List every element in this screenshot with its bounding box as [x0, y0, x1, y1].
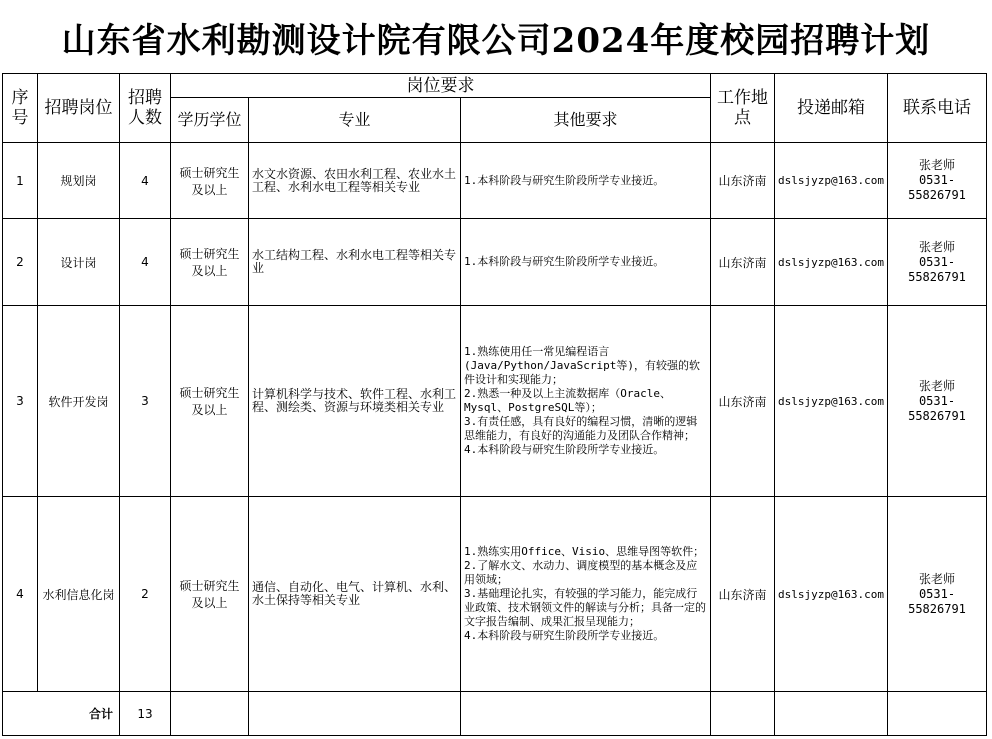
cell-education: 硕士研究生及以上 — [171, 143, 249, 219]
cell-count: 2 — [120, 497, 171, 692]
cell-education: 硕士研究生及以上 — [171, 219, 249, 306]
contact-phone: 0531-55826791 — [908, 586, 966, 616]
header-location: 工作地点 — [711, 74, 775, 143]
cell-position: 水利信息化岗 — [38, 497, 120, 692]
contact-phone: 0531-55826791 — [908, 393, 966, 423]
table-row — [3, 143, 987, 219]
empty-cell — [249, 692, 461, 736]
cell-other — [461, 219, 711, 306]
cell-location: 山东济南 — [711, 219, 775, 306]
header-seq: 序号 — [3, 74, 38, 143]
cell-position: 软件开发岗 — [38, 306, 120, 497]
header-phone: 联系电话 — [888, 74, 987, 143]
cell-location: 山东济南 — [711, 143, 775, 219]
cell-location: 山东济南 — [711, 497, 775, 692]
table-row — [3, 306, 987, 497]
cell-other — [461, 143, 711, 219]
empty-cell — [711, 692, 775, 736]
header-major: 专业 — [249, 98, 461, 143]
cell-seq: 4 — [3, 497, 38, 692]
contact-name: 张老师 — [918, 571, 955, 586]
header-position: 招聘岗位 — [38, 74, 120, 143]
cell-contact — [888, 143, 987, 219]
other-line: 4.本科阶段与研究生阶段所学专业接近。 — [464, 443, 665, 456]
contact-name: 张老师 — [918, 239, 955, 254]
header-row-1 — [3, 74, 987, 98]
empty-cell — [775, 692, 888, 736]
other-line: 1.本科阶段与研究生阶段所学专业接近。 — [464, 255, 665, 268]
cell-position: 规划岗 — [38, 143, 120, 219]
cell-position: 设计岗 — [38, 219, 120, 306]
header-email: 投递邮箱 — [775, 74, 888, 143]
other-line: 1.本科阶段与研究生阶段所学专业接近。 — [464, 173, 665, 187]
cell-count: 3 — [120, 306, 171, 497]
contact-phone: 0531-55826791 — [908, 254, 966, 284]
table-row — [3, 497, 987, 692]
header-count: 招聘人数 — [120, 74, 171, 143]
cell-email[interactable]: dslsjyzp@163.com — [775, 306, 888, 497]
other-line: 4.本科阶段与研究生阶段所学专业接近。 — [464, 629, 665, 642]
cell-email[interactable]: dslsjyzp@163.com — [775, 497, 888, 692]
other-line: 1.熟练使用任一常见编程语言(Java/Python/JavaScript等)，有较强的软件设计和实现能力； — [464, 345, 700, 386]
cell-major: 水文水资源、农田水利工程、农业水土工程、水利水电工程等相关专业 — [249, 143, 461, 219]
empty-cell — [888, 692, 987, 736]
cell-other — [461, 497, 711, 692]
cell-count: 4 — [120, 219, 171, 306]
other-line: 3.基础理论扎实，有较强的学习能力，能完成行业政策、技术钢领文件的解读与分析；具备一定的文字报告编制、成果汇报呈现能力； — [464, 587, 706, 628]
other-line: 2.了解水文、水动力、调度模型的基本概念及应用领域； — [464, 559, 698, 586]
cell-major: 通信、自动化、电气、计算机、水利、水土保持等相关专业 — [249, 497, 461, 692]
cell-seq: 2 — [3, 219, 38, 306]
header-education: 学历学位 — [171, 98, 249, 143]
cell-major: 水工结构工程、水利水电工程等相关专业 — [249, 219, 461, 306]
header-other: 其他要求 — [461, 98, 711, 143]
cell-email[interactable]: dslsjyzp@163.com — [775, 143, 888, 219]
cell-contact — [888, 219, 987, 306]
other-line: 3.有责任感，具有良好的编程习惯，清晰的逻辑思维能力，有良好的沟通能力及团队合作精神； — [464, 415, 698, 442]
cell-email[interactable]: dslsjyzp@163.com — [775, 219, 888, 306]
total-count: 13 — [120, 692, 171, 736]
other-line: 2.熟悉一种及以上主流数据库（Oracle、Mysql、PostgreSQL等）； — [464, 387, 671, 414]
empty-cell — [461, 692, 711, 736]
page-title: 山东省水利勘测设计院有限公司2024年度校园招聘计划 — [61, 20, 931, 61]
cell-major: 计算机科学与技术、软件工程、水利工程、测绘类、资源与环境类相关专业 — [249, 306, 461, 497]
contact-name: 张老师 — [918, 378, 955, 393]
cell-location: 山东济南 — [711, 306, 775, 497]
other-line: 1.熟练实用Office、Visio、思维导图等软件； — [464, 545, 705, 558]
total-row — [3, 692, 987, 736]
cell-other — [461, 306, 711, 497]
cell-seq: 3 — [3, 306, 38, 497]
table-row — [3, 219, 987, 306]
cell-seq: 1 — [3, 143, 38, 219]
contact-phone: 0531-55826791 — [908, 173, 966, 202]
cell-count: 4 — [120, 143, 171, 219]
cell-education: 硕士研究生及以上 — [171, 306, 249, 497]
cell-contact — [888, 497, 987, 692]
cell-education: 硕士研究生及以上 — [171, 497, 249, 692]
cell-contact — [888, 306, 987, 497]
empty-cell — [171, 692, 249, 736]
contact-name: 张老师 — [918, 158, 955, 172]
header-requirements: 岗位要求 — [171, 74, 711, 98]
total-label: 合计 — [3, 692, 120, 736]
recruitment-table — [2, 73, 987, 736]
